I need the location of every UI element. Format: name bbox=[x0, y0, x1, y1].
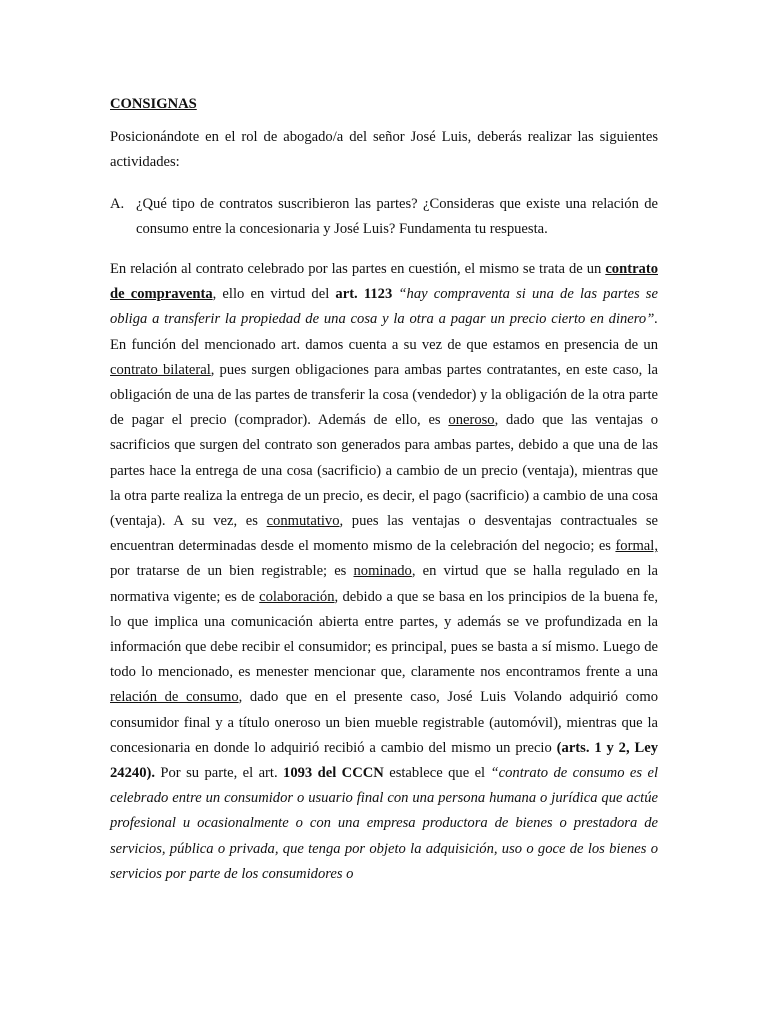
term-formal: formal, bbox=[615, 538, 658, 555]
list-marker: A. bbox=[110, 195, 125, 212]
document-content bbox=[110, 92, 658, 887]
term-compraventa: contrato de compraventa bbox=[110, 261, 658, 303]
term-oneroso: oneroso bbox=[448, 412, 495, 429]
legal-quote: “contrato de consumo es el celebrado entre un consumidor o usuario final con una persona humana o jurídica que actúe profesional u ocasionalmente o con una empresa productora de bienes o prestadora de servicios, pública o privada, que tenga por objeto la adquisición, uso o goce de los bienes o servicios por parte de los consumidores o bbox=[110, 765, 659, 882]
article-ref: art. 1123 bbox=[335, 286, 393, 303]
answer-text: , dado que las ventajas o sacrificios que surgen del contrato son generados para ambas partes, debido a que una de las partes hace la entrega de una cosa (sacrificio) a cambio de un precio (ventaja), mientras que la otra parte realiza la entrega de un precio, es decir, el pago (sacrificio) a cambio de una cosa (ventaja). A su vez, es bbox=[110, 412, 658, 530]
term-colaboracion: colaboración bbox=[259, 588, 335, 605]
article-ref: (arts. 1 y 2, Ley 24240). bbox=[110, 739, 659, 782]
term-nominado: nominado bbox=[353, 563, 412, 580]
answer-text: , pues surgen obligaciones para ambas partes contratantes, en este caso, la obligación de una de las partes de transferir la cosa (vendedor) y la obligación de la otra parte de pagar el precio (comprador). Además de ello, es bbox=[110, 361, 658, 429]
answer-text: Por su parte, el art. bbox=[155, 765, 284, 782]
section-heading: CONSIGNAS bbox=[110, 96, 197, 112]
answer-text: , debido a que se basa en los principios de la buena fe, lo que implica una comunicación abierta entre partes, y además se ve profundizada en la información que debe recibir el consumidor; es principal, pues se basta a sí mismo. Luego de todo lo mencionado, es menester mencionar que, claramente nos encontramos frente a una bbox=[110, 588, 658, 681]
answer-text: , pues las ventajas o desventajas contractuales se encuentran determinadas desde el momento mismo de la celebración del negocio; es bbox=[110, 513, 658, 555]
term-bilateral: contrato bilateral bbox=[110, 361, 211, 378]
answer-text: por tratarse de un bien registrable; es bbox=[110, 563, 354, 580]
answer-text: , dado que en el presente caso, José Luis Volando adquirió como consumidor final y a título oneroso un bien mueble registrable (automóvil), mientras que la concesionaria en donde lo adquirió recibió a cambio del mismo un precio bbox=[110, 689, 658, 756]
answer-paragraph bbox=[110, 257, 658, 887]
legal-quote: “hay compraventa si una de las partes se obliga a transferir la propiedad de una cosa y la otra a pagar un precio cierto en dinero”. bbox=[110, 286, 658, 328]
answer-text: En función del mencionado art. damos cuenta a su vez de que estamos en presencia de un bbox=[110, 336, 658, 353]
list-item-text: ¿Qué tipo de contratos suscribieron las partes? ¿Consideras que existe una relación de consumo entre la concesionaria y José Luis? Fundamenta tu respuesta. bbox=[136, 195, 658, 237]
answer-text: , en virtud que se halla regulado en la normativa vigente; es de bbox=[110, 563, 658, 605]
term-conmutativo: conmutativo bbox=[266, 513, 340, 530]
article-ref: 1093 del CCCN bbox=[283, 765, 384, 782]
list-item-a bbox=[110, 192, 658, 242]
answer-text: , ello en virtud del bbox=[212, 286, 336, 303]
answer-text: En relación al contrato celebrado por las partes en cuestión, el mismo se trata de un bbox=[110, 261, 606, 278]
answer-text: establece que el bbox=[383, 765, 491, 782]
term-relacion-consumo: relación de consumo bbox=[110, 689, 239, 706]
intro-paragraph: Posicionándote en el rol de abogado/a del señor José Luis, deberás realizar las siguientes actividades: bbox=[110, 129, 658, 171]
